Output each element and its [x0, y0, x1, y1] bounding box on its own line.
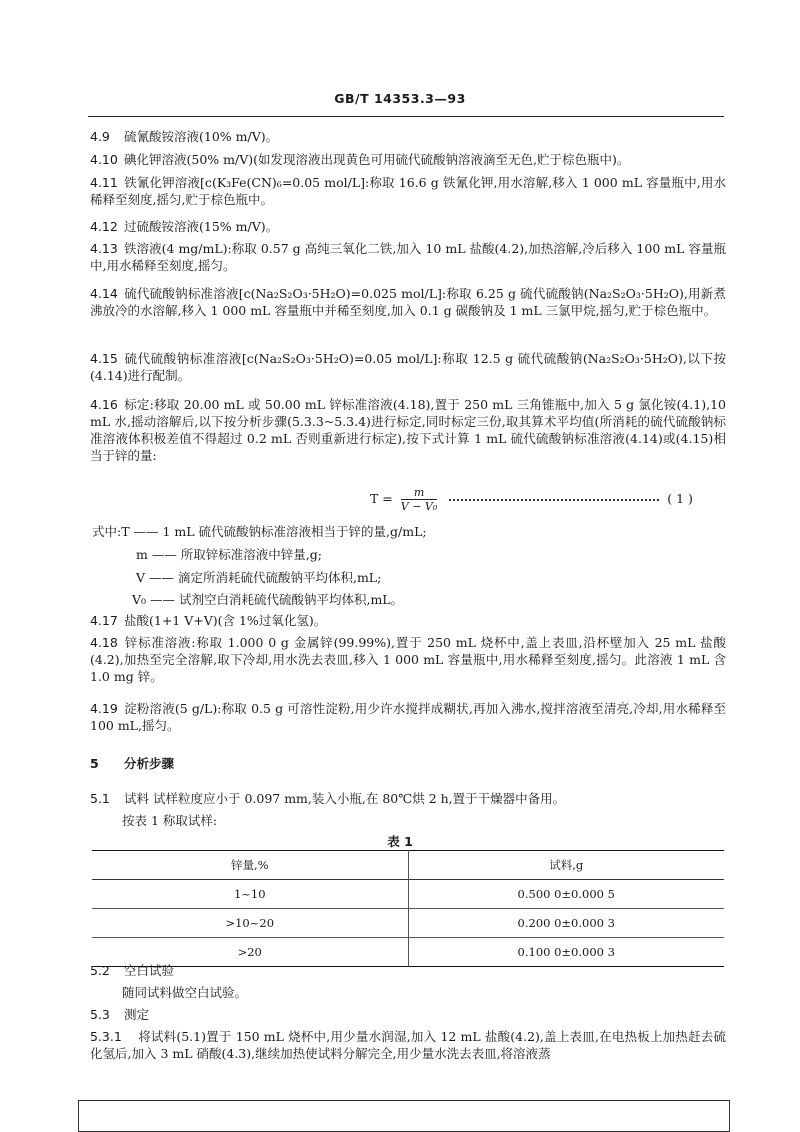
table-row	[92, 880, 724, 909]
leader-dots	[449, 499, 659, 501]
item-4-9: 4.9 硫氰酸铵溶液(10% m/V)。	[90, 129, 279, 144]
standard-header: GB/T 14353.3—93	[334, 91, 466, 106]
item-4-17: 4.17 盐酸(1+1 V+V)(含 1%过氧化氢)。	[90, 613, 327, 628]
table-caption: 表 1	[387, 834, 413, 849]
item-4-13: 4.13 铁溶液(4 mg/mL):称取 0.57 g 高纯三氧化二铁,加入 10 mL 盐酸(4.2),加热溶解,冷后移入 100 mL 容量瓶中,用水稀释至刻度,摇匀。	[90, 241, 726, 273]
item-4-18: 4.18 锌标准溶液:称取 1.000 0 g 金属锌(99.99%),置于 250 mL 烧杯中,盖上表皿,沿杯壁加入 25 mL 盐酸(4.2),加热至完全溶解,取下冷却,用水洗去表皿,移入 1 000 mL 容量瓶中,用水稀释至刻度,摇匀。此溶液 1 mL 含 1.0 mg 锌。	[90, 635, 726, 684]
formula-denominator: V − V₀	[400, 500, 438, 513]
formula-numerator: m	[401, 486, 438, 500]
item-4-14: 4.14 硫代硫酸钠标准溶液[c(Na₂S₂O₃·5H₂O)=0.025 mol/L]:称取 6.25 g 硫代硫酸钠(Na₂S₂O₃·5H₂O),用新煮沸放冷的水溶解,移入 1 000 mL 容量瓶中并稀至刻度,加入 0.1 g 碳酸钠及 1 mL 三氯甲烷,摇匀,贮于棕色瓶中。	[90, 286, 726, 318]
formula-1	[370, 486, 693, 513]
where-line-t: 式中:T —— 1 mL 硫代硫酸钠标准溶液相当于锌的量,g/mL;	[92, 524, 427, 539]
section-5-heading: 5 分析步骤	[90, 756, 175, 771]
item-4-10: 4.10 碘化钾溶液(50% m/V)(如发现溶液出现黄色可用硫代硫酸钠溶液滴至无色,贮于棕色瓶中)。	[90, 152, 630, 167]
item-4-12: 4.12 过硫酸铵溶液(15% m/V)。	[90, 219, 279, 234]
table-cell: >20	[92, 938, 408, 967]
table-header-zinc: 锌量,%	[92, 851, 408, 880]
where-line-v: V —— 滴定所消耗硫代硫酸钠平均体积,mL;	[136, 570, 382, 585]
item-5-2-heading: 5.2 空白试验	[90, 963, 175, 978]
table-header-sample: 试料,g	[549, 858, 584, 872]
item-5-1-note: 按表 1 称取试样:	[122, 813, 218, 828]
where-line-m: m —— 所取锌标准溶液中锌量,g;	[136, 547, 322, 562]
table-cell: 0.100 0±0.000 3	[517, 945, 615, 959]
item-4-15: 4.15 硫代硫酸钠标准溶液[c(Na₂S₂O₃·5H₂O)=0.05 mol/L]:称取 12.5 g 硫代硫酸钠(Na₂S₂O₃·5H₂O),以下按(4.14)进行配制。	[90, 351, 726, 383]
item-4-16: 4.16 标定:移取 20.00 mL 或 50.00 mL 锌标准溶液(4.18),置于 250 mL 三角锥瓶中,加入 5 g 氯化铵(4.1),10 mL 水,摇动溶解后,以下按分析步骤(5.3.3~5.3.4)进行标定,同时标定三份,取其算术平均值(所消耗的硫代硫酸钠标准溶液体积极差值不得超过 0.2 mL 否则重新进行标定),按下式计算 1 mL 硫代硫酸钠标准溶液(4.14)或(4.15)相当于锌的量:	[90, 397, 726, 463]
item-5-2-text: 随同试料做空白试验。	[122, 985, 248, 1000]
item-5-1: 5.1 试料 试样粒度应小于 0.097 mm,装入小瓶,在 80℃烘 2 h,置于干燥器中备用。	[90, 791, 566, 806]
formula-fraction	[401, 486, 438, 513]
table-cell: 0.200 0±0.000 3	[517, 916, 615, 930]
table-row	[92, 909, 724, 938]
item-5-3-1: 5.3.1 将试料(5.1)置于 150 mL 烧杯中,用少量水润湿,加入 12 mL 盐酸(4.2),盖上表皿,在电热板上加热赶去硫化氢后,加入 3 mL 硝酸(4.3),继续加热使试料分解完全,用少量水洗去表皿,将溶液蒸	[90, 1029, 726, 1061]
formula-number: ( 1 )	[667, 491, 693, 506]
table-header-row	[92, 851, 724, 880]
footer-frame	[78, 1100, 730, 1132]
table-cell: 0.500 0±0.000 5	[517, 887, 615, 901]
item-5-3-heading: 5.3 测定	[90, 1007, 150, 1022]
header-rule	[88, 116, 724, 117]
table-cell: >10~20	[92, 909, 408, 938]
sample-mass-table	[92, 850, 724, 967]
item-4-11: 4.11 铁氰化钾溶液[c(K₃Fe(CN)₆=0.05 mol/L]:称取 16.6 g 铁氰化钾,用水溶解,移入 1 000 mL 容量瓶中,用水稀释至刻度,摇匀,贮于棕色瓶中。	[90, 175, 726, 207]
where-line-v0: V₀ —— 试剂空白消耗硫代硫酸钠平均体积,mL。	[132, 592, 404, 607]
item-4-19: 4.19 淀粉溶液(5 g/L):称取 0.5 g 可溶性淀粉,用少许水搅拌成糊状,再加入沸水,搅拌溶液至清亮,冷却,用水稀释至 100 mL,摇匀。	[90, 701, 726, 733]
table-cell: 1~10	[92, 880, 408, 909]
formula-lhs: T =	[370, 491, 393, 506]
